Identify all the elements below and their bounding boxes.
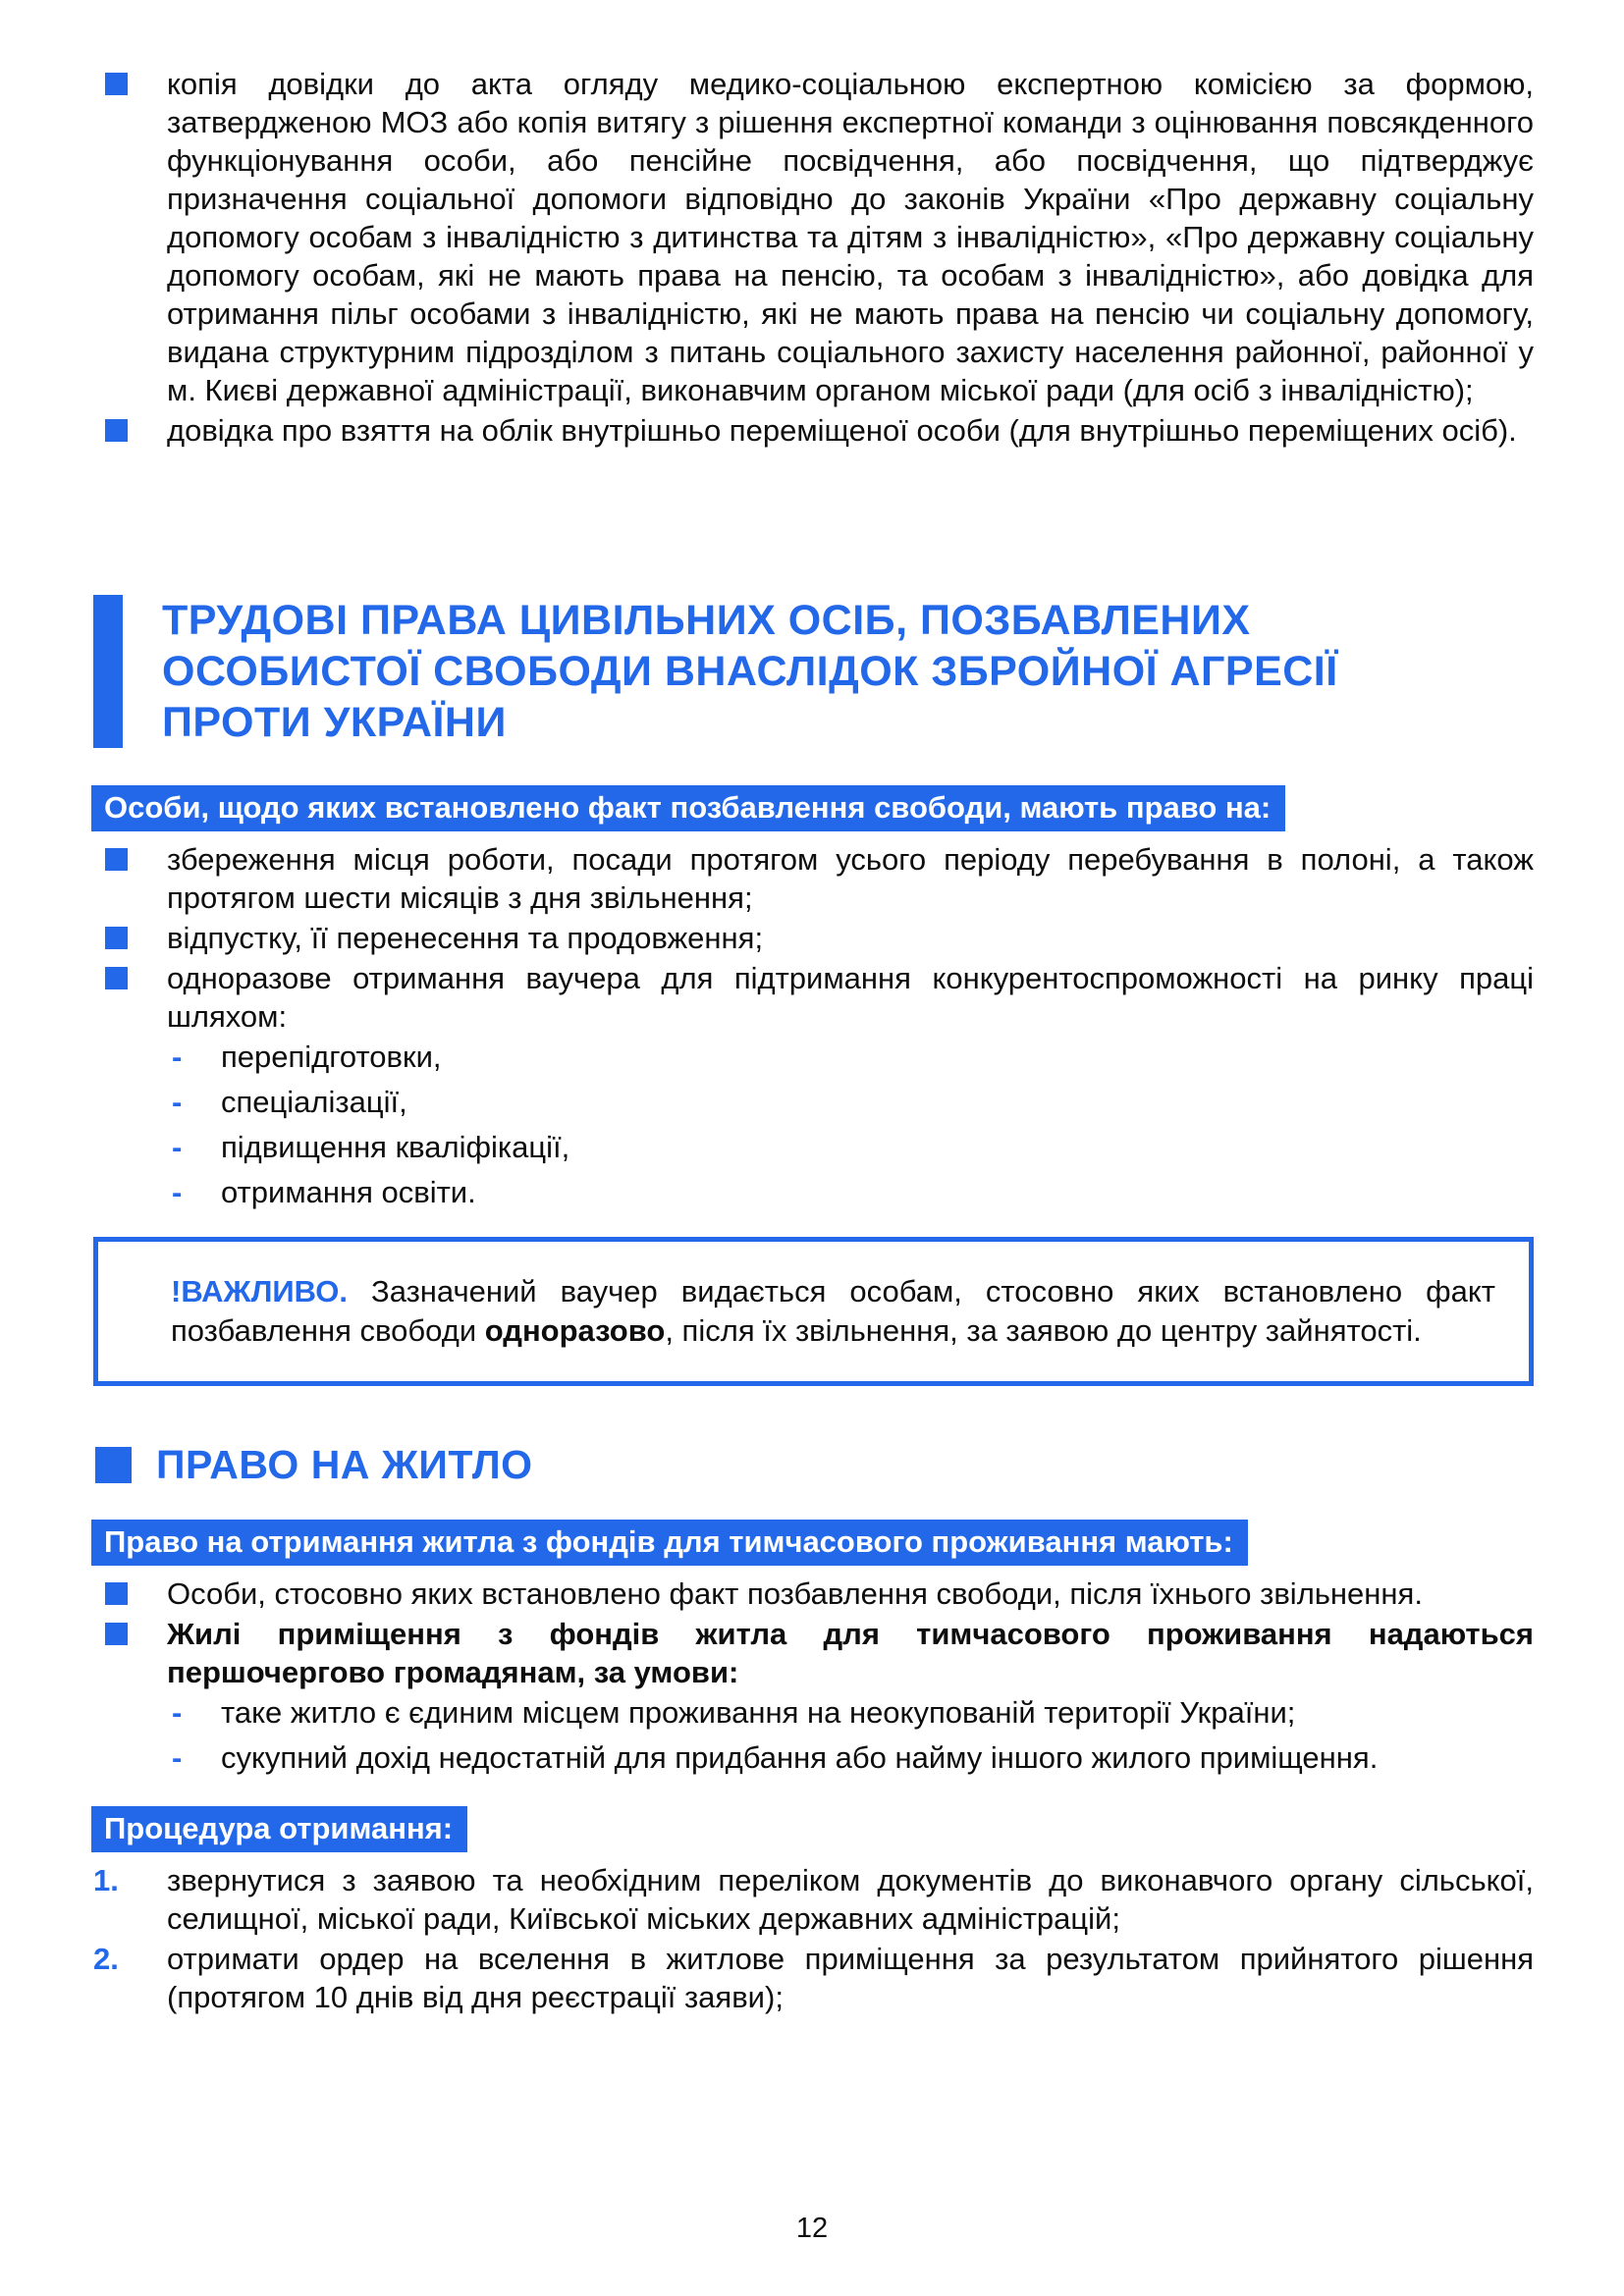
square-bullet-icon (105, 1623, 128, 1645)
housing-heading-row (95, 1443, 1534, 1486)
section-title: ТРУДОВІ ПРАВА ЦИВІЛЬНИХ ОСІБ, ПОЗБАВЛЕНИХ ОСОБИСТОЇ СВОБОДИ ВНАСЛІДОК ЗБРОЙНОЇ АГРЕСІЇ ПРОТИ УКРАЇНИ (162, 597, 1338, 746)
list-item (91, 1615, 1534, 1691)
step-text: звернутися з заявою та необхідним переліком документів до виконавчого органу сільської, селищної, міської ради, Київської міських державних адміністрацій; (167, 1863, 1534, 1936)
important-note-box (93, 1237, 1534, 1386)
square-bullet-icon (105, 848, 128, 871)
dash-bullet-icon: - (172, 1085, 183, 1119)
square-bullet-icon (105, 1582, 128, 1605)
housing-section-title: ПРАВО НА ЖИТЛО (156, 1442, 533, 1487)
list-item-text: відпустку, її перенесення та продовження; (167, 921, 764, 955)
procedure-banner: Процедура отримання: (91, 1806, 467, 1852)
list-item-text: Особи, стосовно яких встановлено факт позбавлення свободи, після їхнього звільнення. (167, 1576, 1423, 1611)
list-item (91, 1693, 1534, 1732)
list-item-text: Жилі приміщення з фондів житла для тимчасового проживання надаються першочергово громадянам, за умови: (167, 1617, 1534, 1689)
step-number: 2. (93, 1942, 119, 1976)
housing-list (91, 1575, 1534, 1691)
list-item-text: перепідготовки, (221, 1040, 442, 1074)
important-text: Зазначений ваучер видається особам, стосовно яких встановлено факт позбавлення свободи (171, 1274, 1495, 1348)
list-item (91, 1738, 1534, 1777)
dash-bullet-icon: - (172, 1130, 183, 1164)
dash-bullet-icon: - (172, 1040, 183, 1074)
list-item (91, 1173, 1534, 1211)
square-bullet-icon (105, 419, 128, 442)
list-item (91, 840, 1534, 917)
important-label: !ВАЖЛИВО. (171, 1274, 348, 1308)
document-checklist (91, 65, 1534, 450)
list-item-text: спеціалізації, (221, 1085, 407, 1119)
dash-bullet-icon: - (172, 1740, 183, 1775)
list-item (91, 1128, 1534, 1166)
voucher-ways-list (91, 1038, 1534, 1211)
list-item (91, 1038, 1534, 1076)
list-item (91, 411, 1534, 450)
list-item (91, 65, 1534, 409)
list-item-text: отримання освіти. (221, 1175, 476, 1209)
section-title-block (93, 595, 1534, 748)
step-number: 1. (93, 1863, 119, 1897)
rights-banner: Особи, щодо яких встановлено факт позбавлення свободи, мають право на: (91, 785, 1285, 831)
list-item-text: копія довідки до акта огляду медико-соціальною експертною комісією за формою, затвердженою МОЗ або копія витягу з рішення експертної команди з оцінювання повсякденного функціонування особи, або пенсійне посвідчення, або посвідчення, що підтверджує призначення соціальної допомоги відповідно до законів України «Про державну соціальну допомогу особам з інвалідністю з дитинства та дітям з інвалідністю», «Про державну соціальну допомогу особам, які не мають права на пенсію, та особам з інвалідністю», або довідка для отримання пільг особами з інвалідністю, які не мають права на пенсію чи соціальну допомогу, видана структурним підрозділом з питань соціального захисту населення районної, районної у м. Києві державної адміністрації, виконавчим органом міської ради (для осіб з інвалідністю); (167, 67, 1534, 407)
procedure-step (91, 1861, 1534, 1938)
housing-banner: Право на отримання житла з фондів для тимчасового проживання мають: (91, 1520, 1248, 1566)
list-item-text: сукупний дохід недостатній для придбання або найму іншого жилого приміщення. (221, 1740, 1379, 1775)
step-text: отримати ордер на вселення в житлове приміщення за результатом прийнятого рішення (протягом 10 днів від дня реєстрації заяви); (167, 1942, 1534, 2014)
dash-bullet-icon: - (172, 1695, 183, 1730)
list-item (91, 919, 1534, 957)
list-item-text: таке житло є єдиним місцем проживання на неокупованій території України; (221, 1695, 1296, 1730)
list-item-text: довідка про взяття на облік внутрішньо переміщеної особи (для внутрішньо переміщених осіб). (167, 413, 1517, 448)
important-text-after: , після їх звільнення, за заявою до центру зайнятості. (665, 1313, 1422, 1348)
square-bullet-icon (105, 967, 128, 989)
list-item (91, 959, 1534, 1036)
list-item-text: збереження місця роботи, посади протягом усього періоду перебування в полоні, а також протягом шести місяців з дня звільнення; (167, 842, 1534, 915)
list-item (91, 1083, 1534, 1121)
square-bullet-icon (105, 927, 128, 949)
important-bold-word: одноразово (484, 1313, 666, 1348)
procedure-step (91, 1940, 1534, 2016)
square-heading-icon (95, 1447, 132, 1483)
procedure-steps (91, 1861, 1534, 2016)
page-number: 12 (795, 2213, 829, 2244)
square-bullet-icon (105, 73, 128, 95)
list-item-text: підвищення кваліфікації, (221, 1130, 570, 1164)
rights-list (91, 840, 1534, 1036)
list-item-text: одноразове отримання ваучера для підтримання конкурентоспроможності на ринку праці шляхом: (167, 961, 1534, 1034)
housing-conditions-list (91, 1693, 1534, 1777)
dash-bullet-icon: - (172, 1175, 183, 1209)
list-item (91, 1575, 1534, 1613)
